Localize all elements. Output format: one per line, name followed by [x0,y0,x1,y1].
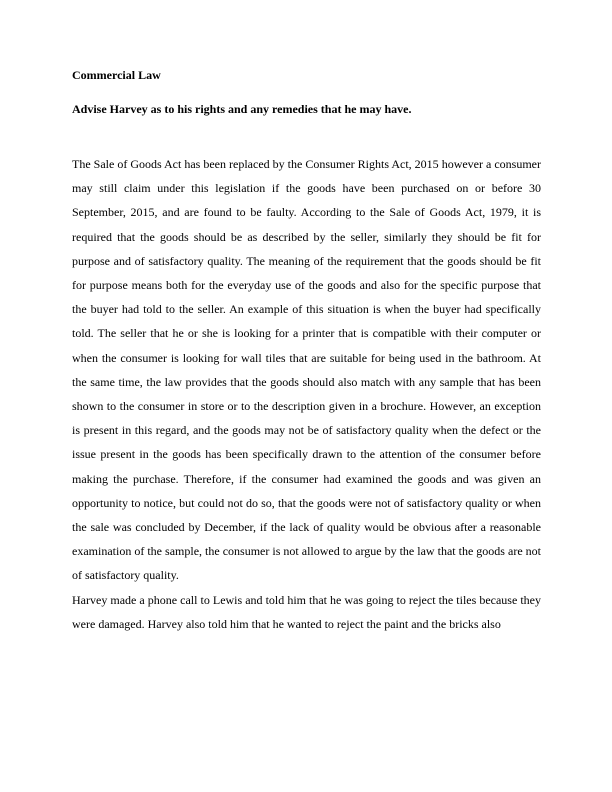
paragraph-1: The Sale of Goods Act has been replaced by the Consumer Rights Act, 2015 however a consumer may still claim under this legislation if the goods have been purchased on or before 30 September, 2015, and are found to be faulty. According to the Sale of Goods Act, 1979, it is required that the goods should be as described by the seller, similarly they should be fit for purpose and of satisfactory quality. The meaning of the requirement that the goods should be fit for purpose means both for the everyday use of the goods and also for the specific purpose that the buyer had told to the seller. An example of this situation is when the buyer had specifically told. The seller that he or she is looking for a printer that is compatible with their computer or when the consumer is looking for wall tiles that are suitable for being used in the bathroom. At the same time, the law provides that the goods should also match with any sample that has been shown to the consumer in store or to the description given in a brochure. However, an exception is present in this regard, and the goods may not be of satisfactory quality when the defect or the issue present in the goods has been specifically drawn to the attention of the consumer before making the purchase. Therefore, if the consumer had examined the goods and was given an opportunity to notice, but could not do so, that the goods were not of satisfactory quality or when the sale was concluded by December, if the lack of quality would be obvious after a reasonable examination of the sample, the consumer is not allowed to argue by the law that the goods are not of satisfactory quality. [72,157,541,583]
section-spacer [72,118,541,152]
question-heading: Advise Harvey as to his rights and any remedies that he may have. [72,102,412,116]
paragraph-2: Harvey made a phone call to Lewis and told him that he was going to reject the tiles because they were damaged. Harvey also told him that he wanted to reject the paint and the bricks also [72,592,541,631]
document-body [72,67,541,636]
document-title: Commercial Law [72,68,161,82]
